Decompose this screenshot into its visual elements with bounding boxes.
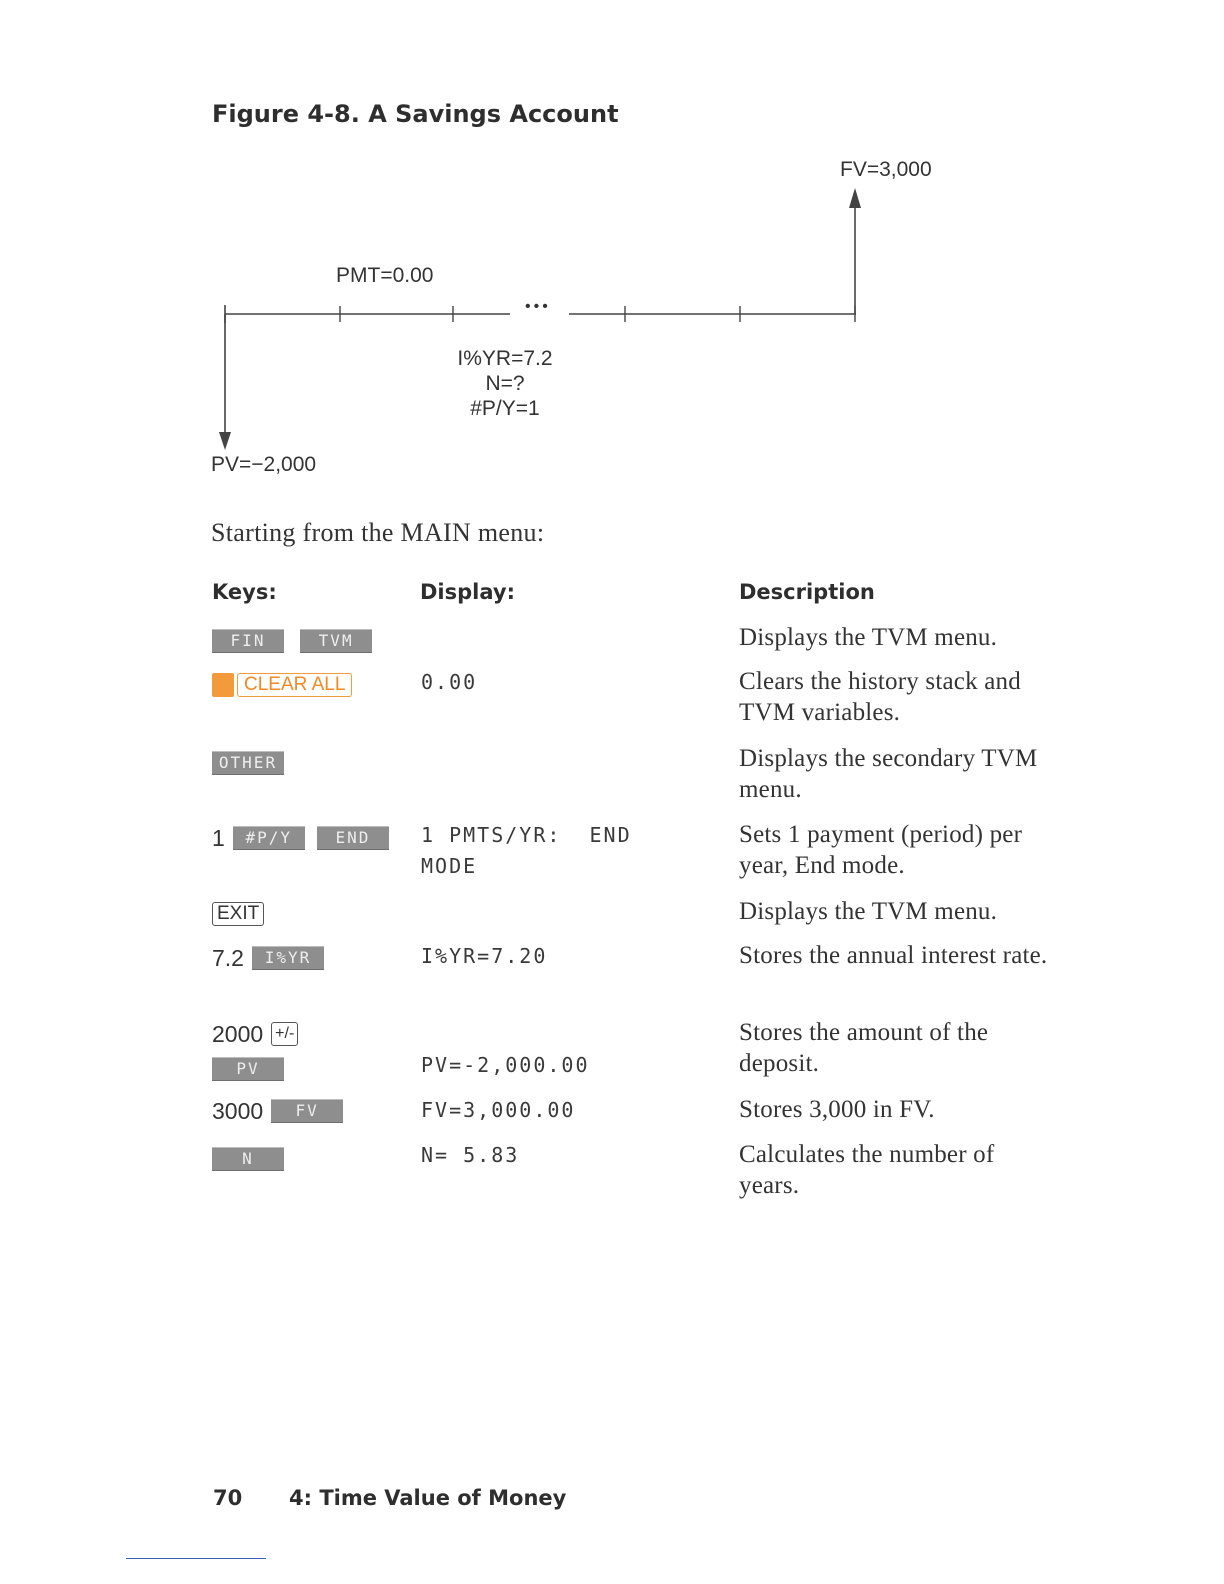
table-row [212, 627, 372, 653]
table-row [212, 944, 324, 972]
row-display: 0.00 [421, 670, 478, 694]
clear-all-key[interactable]: CLEAR ALL [237, 673, 352, 697]
ppy-softkey[interactable]: #P/Y [233, 826, 305, 850]
cash-flow-diagram [0, 0, 1224, 500]
row-description: Stores 3,000 in FV. [739, 1096, 935, 1123]
intro-text: Starting from the MAIN menu: [211, 518, 545, 547]
exit-key[interactable]: EXIT [212, 902, 264, 926]
fv-arrow-head [849, 188, 861, 208]
table-row [212, 900, 264, 926]
figure-title: Figure 4-8. A Savings Account [212, 100, 619, 128]
table-row [212, 1020, 298, 1048]
row-description: Sets 1 payment (period) per year, End mode. [739, 821, 1023, 879]
chapter-title: 4: Time Value of Money [289, 1486, 567, 1510]
row-display: PV=-2,000.00 [421, 1053, 590, 1077]
table-row [212, 1097, 343, 1125]
row-description: Clears the history stack and TVM variables. [739, 668, 1021, 726]
table-row [212, 749, 284, 775]
change-sign-key[interactable]: +/- [271, 1022, 298, 1046]
n-label: N=? [485, 372, 525, 395]
row-display: 1 PMTS/YR: END MODE [421, 823, 632, 878]
tvm-softkey[interactable]: TVM [300, 629, 372, 653]
table-row [212, 1145, 284, 1171]
row-description: Stores the amount of the deposit. [739, 1019, 989, 1077]
row-description: Displays the secondary TVM menu. [739, 745, 1038, 803]
keys-header: Keys: [212, 580, 277, 604]
bottom-rule [126, 1558, 266, 1559]
n-softkey[interactable]: N [212, 1147, 284, 1171]
row-description: Displays the TVM menu. [739, 624, 998, 651]
row-display: N= 5.83 [421, 1143, 520, 1167]
pv-label: PV=−2,000 [211, 453, 317, 476]
key-prefix: 7.2 [212, 944, 244, 971]
timeline-ellipsis: ••• [525, 298, 551, 315]
display-header: Display: [420, 580, 515, 604]
key-prefix: 1 [212, 824, 225, 851]
end-softkey[interactable]: END [317, 826, 389, 850]
rate-label: I%YR=7.2 [457, 347, 553, 370]
interest-rate-softkey[interactable]: I%YR [252, 946, 324, 970]
table-row [212, 1055, 284, 1081]
pmt-label: PMT=0.00 [336, 264, 434, 287]
pv-softkey[interactable]: PV [212, 1057, 284, 1081]
row-description: Stores the annual interest rate. [739, 942, 1048, 969]
row-display: I%YR=7.20 [421, 944, 548, 968]
shift-key[interactable] [212, 673, 234, 697]
ppy-label: #P/Y=1 [470, 397, 540, 420]
row-description: Calculates the number of years. [739, 1141, 995, 1199]
other-softkey[interactable]: OTHER [212, 751, 284, 775]
row-description: Displays the TVM menu. [739, 898, 998, 925]
key-prefix: 3000 [212, 1097, 264, 1124]
fv-label: FV=3,000 [840, 158, 932, 181]
fv-softkey[interactable]: FV [271, 1099, 343, 1123]
table-row [212, 824, 389, 852]
page-number: 70 [213, 1486, 243, 1510]
row-display: FV=3,000.00 [421, 1098, 576, 1122]
description-header: Description [739, 580, 875, 604]
key-prefix: 2000 [212, 1020, 264, 1047]
pv-arrow-head [219, 432, 231, 450]
table-row [212, 671, 352, 697]
fin-softkey[interactable]: FIN [212, 629, 284, 653]
